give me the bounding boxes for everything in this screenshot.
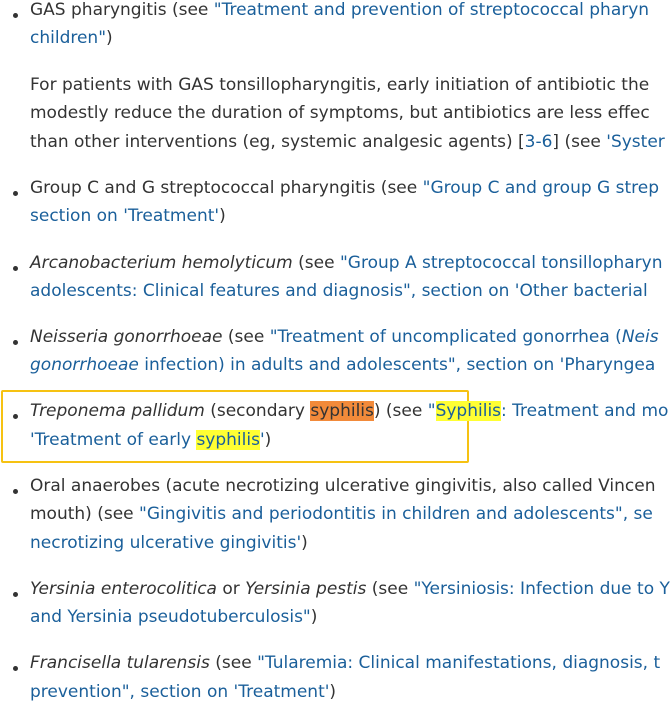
link-text: '	[259, 430, 265, 450]
link-gas-treatment-cont[interactable]: children"	[30, 28, 107, 48]
bullet-dot	[13, 266, 18, 271]
item-text: (see	[209, 653, 258, 673]
bullet-dot	[13, 414, 18, 419]
item-text: (see	[292, 253, 340, 273]
list-item-group-cg	[30, 177, 659, 199]
link-yersiniosis-cont[interactable]: and Yersinia pseudotuberculosis"	[30, 607, 311, 627]
item-text: GAS pharyngitis (see	[30, 0, 214, 20]
link-syphilis-treatment[interactable]	[428, 401, 669, 421]
list-item-oral-anaerobes-cont2	[30, 532, 308, 554]
organism-name: Francisella tularensis	[30, 653, 210, 673]
list-item-treponema-cont	[30, 429, 271, 451]
item-text: )	[310, 607, 318, 627]
link-text-italic: Neis	[621, 327, 659, 347]
list-item-oral-anaerobes-cont	[30, 503, 653, 525]
list-item-francisella	[30, 652, 660, 674]
organism-name: Arcanobacterium hemolyticum	[30, 253, 293, 273]
list-item-gas-cont	[30, 27, 113, 49]
item-text: (secondary	[204, 401, 311, 421]
item-text: )	[301, 533, 308, 553]
organism-name: Yersinia enterocolitica	[30, 579, 217, 599]
organism-name: Treponema pallidum	[30, 401, 205, 421]
list-item-arcanobacterium-cont	[30, 280, 648, 302]
link-gonorrhea-treatment[interactable]	[270, 327, 659, 347]
item-text: ) (see	[373, 401, 428, 421]
item-text: Oral anaerobes (acute necrotizing ulcerative gingivitis, also called Vincen	[30, 476, 656, 496]
bullet-dot	[13, 340, 18, 345]
link-group-cg-cont[interactable]: section on 'Treatment'	[30, 206, 220, 226]
item-text: (see	[366, 579, 414, 599]
link-text-italic: gonorrhoeae	[30, 355, 139, 375]
note-text: modestly reduce the duration of symptoms, but antibiotics are less effec	[30, 103, 650, 123]
list-item-oral-anaerobes	[30, 475, 655, 497]
link-text: "Treatment of uncomplicated gonorrhea (	[269, 327, 622, 347]
link-yersiniosis[interactable]: "Yersiniosis: Infection due to Y	[413, 579, 670, 599]
bullet-dot	[13, 592, 18, 597]
link-gingivitis[interactable]: "Gingivitis and periodontitis in children and adolescents", se	[139, 504, 653, 524]
list-item-yersinia-cont	[30, 606, 317, 628]
link-syphilis-treatment-cont[interactable]	[30, 430, 265, 450]
item-text: )	[219, 206, 226, 226]
link-tularemia-cont[interactable]: prevention", section on 'Treatment'	[30, 682, 330, 702]
item-text: )	[106, 28, 113, 48]
link-text: "	[427, 401, 436, 421]
bullet-dot	[13, 666, 18, 671]
organism-name: Neisseria gonorrhoeae	[30, 327, 223, 347]
item-text: mouth) (see	[30, 504, 140, 524]
search-hit: syphilis	[196, 430, 260, 450]
list-item-yersinia	[30, 578, 670, 600]
item-text: Group C and G streptococcal pharyngitis (see	[30, 178, 423, 198]
gas-note-line-1	[30, 74, 649, 96]
bullet-dot	[13, 13, 18, 18]
item-text: or	[216, 579, 246, 599]
note-text: For patients with GAS tonsillopharyngitis, early initiation of antibiotic the	[30, 75, 650, 95]
link-text: : Treatment and mo	[501, 401, 669, 421]
list-item-gas	[30, 0, 649, 21]
link-group-cg[interactable]: "Group C and group G strep	[422, 178, 660, 198]
organism-name: Yersinia pestis	[245, 579, 367, 599]
list-item-neisseria	[30, 326, 659, 348]
link-systemic[interactable]: 'Syster	[606, 132, 665, 152]
list-item-group-cg-cont	[30, 205, 226, 227]
link-tularemia[interactable]: "Tularemia: Clinical manifestations, diagnosis, t	[257, 653, 661, 673]
list-item-treponema	[30, 400, 668, 422]
link-text: 'Treatment of early	[30, 430, 197, 450]
note-text: than other interventions (eg, systemic analgesic agents) [	[30, 132, 525, 152]
link-gingivitis-cont[interactable]: necrotizing ulcerative gingivitis'	[30, 533, 302, 553]
gas-note-line-3	[30, 131, 665, 153]
item-text: (see	[222, 327, 270, 347]
bullet-dot	[13, 489, 18, 494]
link-gonorrhea-treatment-cont[interactable]	[30, 355, 655, 375]
link-group-a-tonsillopharyngitis[interactable]: "Group A streptococcal tonsillopharyn	[339, 253, 663, 273]
gas-note-line-2	[30, 102, 650, 124]
list-item-francisella-cont	[30, 681, 336, 703]
search-hit: Syphilis	[435, 401, 502, 421]
list-item-arcanobacterium	[30, 252, 663, 274]
link-text: infection) in adults and adolescents", section on 'Pharyngea	[138, 355, 656, 375]
bullet-dot	[13, 191, 18, 196]
search-hit-current: syphilis	[310, 401, 374, 421]
link-group-a-cont[interactable]: adolescents: Clinical features and diagnosis", section on 'Other bacterial	[30, 281, 648, 301]
list-item-neisseria-cont	[30, 354, 655, 376]
note-text: ] (see	[552, 132, 607, 152]
link-gas-treatment[interactable]: "Treatment and prevention of streptococcal pharyn	[213, 0, 650, 20]
reference-link[interactable]: 3-6	[524, 132, 553, 152]
item-text: )	[329, 682, 337, 702]
item-text: )	[264, 430, 272, 450]
